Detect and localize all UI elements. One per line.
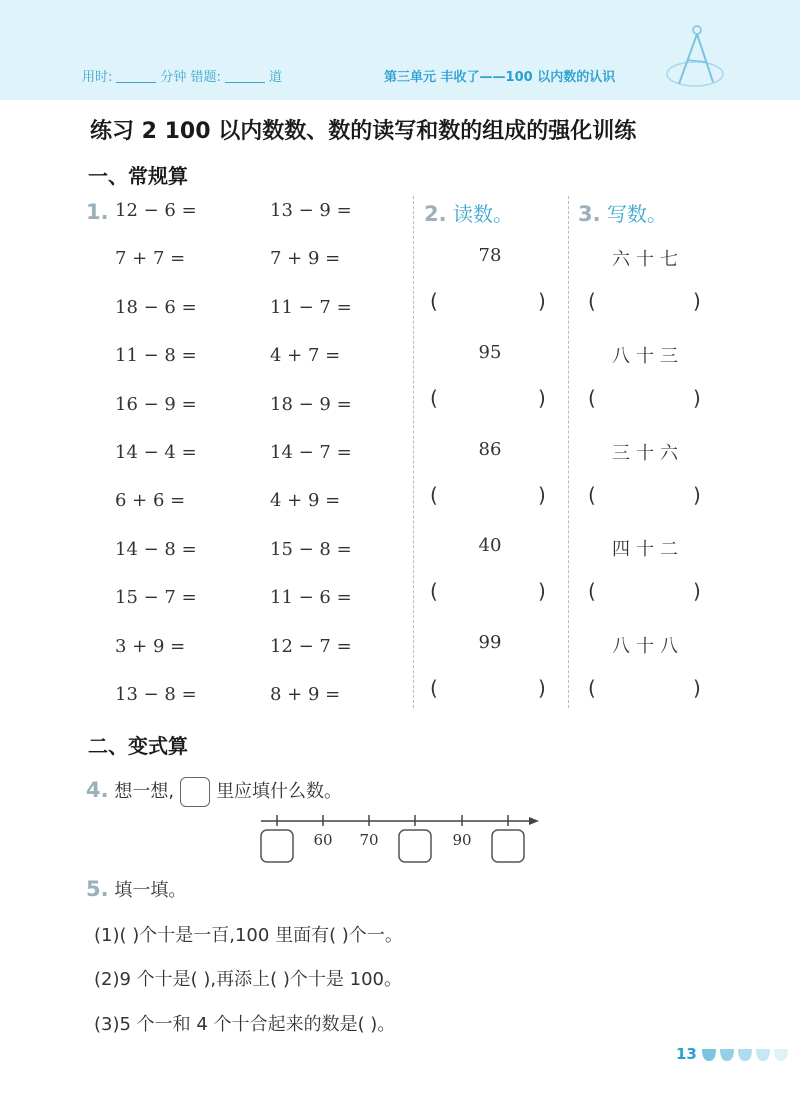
count-label: 道 (268, 70, 282, 85)
question-5-label: 填一填。 (114, 880, 187, 901)
dashed-divider-2 (568, 196, 569, 708)
calc-problem: 11 − 7 = (270, 296, 352, 318)
question-4-text-a: 想一想, (114, 781, 175, 802)
page-title: 练习 2 100 以内数数、数的读写和数的组成的强化训练 (90, 119, 637, 144)
read-number: 95 (478, 341, 502, 363)
calc-problem: 11 − 6 = (270, 587, 352, 609)
read-answer-open-paren[interactable]: ( (430, 579, 438, 604)
tick-label: 70 (359, 831, 379, 849)
fill-line-3: (3)5 个一和 4 个十合起来的数是( )。 (94, 1014, 396, 1035)
fill-line-2: (2)9 个十是( ),再添上( )个十是 100。 (94, 969, 403, 990)
question-5-heading (86, 876, 186, 902)
compass-icon (665, 22, 727, 92)
number-line-answer-box[interactable] (261, 830, 293, 862)
errors-blank[interactable] (225, 70, 265, 83)
fill-line-1: (1)( )个十是一百,100 里面有( )个一。 (94, 925, 403, 946)
question-3-heading (578, 198, 667, 227)
write-number-words: 三十六 (612, 442, 684, 464)
question-4 (86, 777, 342, 807)
question-4-number: 4. (86, 778, 109, 802)
calc-problem: 11 − 8 = (115, 345, 197, 367)
write-answer-close-paren: ) (693, 482, 701, 507)
read-answer-open-paren[interactable]: ( (430, 676, 438, 701)
read-number: 40 (478, 535, 502, 557)
read-answer-open-paren[interactable]: ( (430, 289, 438, 313)
section-heading-1: 一、常规算 (88, 164, 188, 188)
number-line (255, 812, 545, 868)
calc-problem: 13 − 9 = (270, 200, 352, 221)
calc-problem: 4 + 7 = (270, 345, 341, 367)
number-line-answer-box[interactable] (492, 830, 524, 862)
calc-problem: 6 + 6 = (115, 490, 186, 512)
calc-problem: 4 + 9 = (270, 490, 341, 512)
question-1-number: 1. (86, 200, 109, 224)
time-blank[interactable] (116, 70, 156, 83)
calc-problem: 14 − 7 = (270, 442, 352, 463)
minutes-label: 分钟 (160, 70, 187, 85)
read-answer-open-paren[interactable]: ( (430, 482, 438, 507)
write-answer-open-paren[interactable]: ( (588, 385, 596, 410)
calc-problem: 13 − 8 = (115, 684, 197, 705)
unit-title: 第三单元 丰收了——100 以内数的认识 (384, 70, 616, 85)
question-2-heading (424, 198, 513, 227)
page-decoration-icon (700, 1047, 790, 1063)
read-answer-close-paren: ) (538, 579, 546, 604)
number-line-answer-box[interactable] (399, 830, 431, 862)
calc-problem: 15 − 8 = (270, 538, 352, 560)
read-number: 86 (478, 438, 502, 460)
write-answer-close-paren: ) (693, 676, 701, 701)
calc-problem: 3 + 9 = (115, 635, 186, 657)
calc-problem: 12 − 6 = (115, 200, 197, 221)
write-number-words: 四十二 (612, 539, 684, 561)
answer-box-icon (180, 777, 210, 807)
tick-label: 60 (313, 831, 333, 849)
write-answer-open-paren[interactable]: ( (588, 579, 596, 604)
read-answer-close-paren: ) (538, 385, 546, 410)
calc-problem: 16 − 9 = (115, 393, 197, 415)
calc-problem: 18 − 6 = (115, 296, 197, 318)
read-answer-close-paren: ) (538, 676, 546, 701)
write-number-words: 八十三 (612, 345, 684, 367)
question-3-number: 3. (578, 202, 601, 226)
question-2-label: 读数。 (452, 202, 513, 226)
read-number: 99 (478, 632, 502, 654)
time-error-record (82, 66, 282, 85)
question-5-number: 5. (86, 877, 109, 901)
calc-problem: 15 − 7 = (115, 587, 197, 609)
number-line-arrow (529, 817, 539, 825)
calc-problem: 12 − 7 = (270, 635, 352, 657)
write-answer-open-paren[interactable]: ( (588, 289, 596, 313)
section-heading-2: 二、变式算 (88, 734, 188, 758)
question-3-label: 写数。 (606, 202, 667, 226)
read-number: 78 (478, 245, 502, 266)
calc-problem: 18 − 9 = (270, 393, 352, 415)
write-answer-open-paren[interactable]: ( (588, 676, 596, 701)
time-label: 用时: (82, 70, 113, 85)
question-2-number: 2. (424, 202, 447, 226)
write-number-words: 八十八 (612, 636, 684, 658)
calc-problem: 14 − 4 = (115, 442, 197, 463)
write-answer-close-paren: ) (693, 289, 701, 313)
write-answer-close-paren: ) (693, 385, 701, 410)
read-answer-close-paren: ) (538, 289, 546, 313)
page-number: 13 (676, 1045, 697, 1063)
tick-label: 90 (452, 831, 472, 849)
write-answer-close-paren: ) (693, 579, 701, 604)
dashed-divider-1 (413, 196, 414, 708)
calc-problem: 8 + 9 = (270, 684, 341, 705)
calc-problem: 7 + 9 = (270, 248, 341, 270)
write-answer-open-paren[interactable]: ( (588, 482, 596, 507)
calc-problem: 7 + 7 = (115, 248, 186, 270)
read-answer-close-paren: ) (538, 482, 546, 507)
write-number-words: 六十七 (612, 249, 684, 270)
errors-label: 错题: (190, 70, 221, 85)
calc-problem: 14 − 8 = (115, 538, 197, 560)
read-answer-open-paren[interactable]: ( (430, 385, 438, 410)
question-4-text-b: 里应填什么数。 (216, 781, 343, 802)
